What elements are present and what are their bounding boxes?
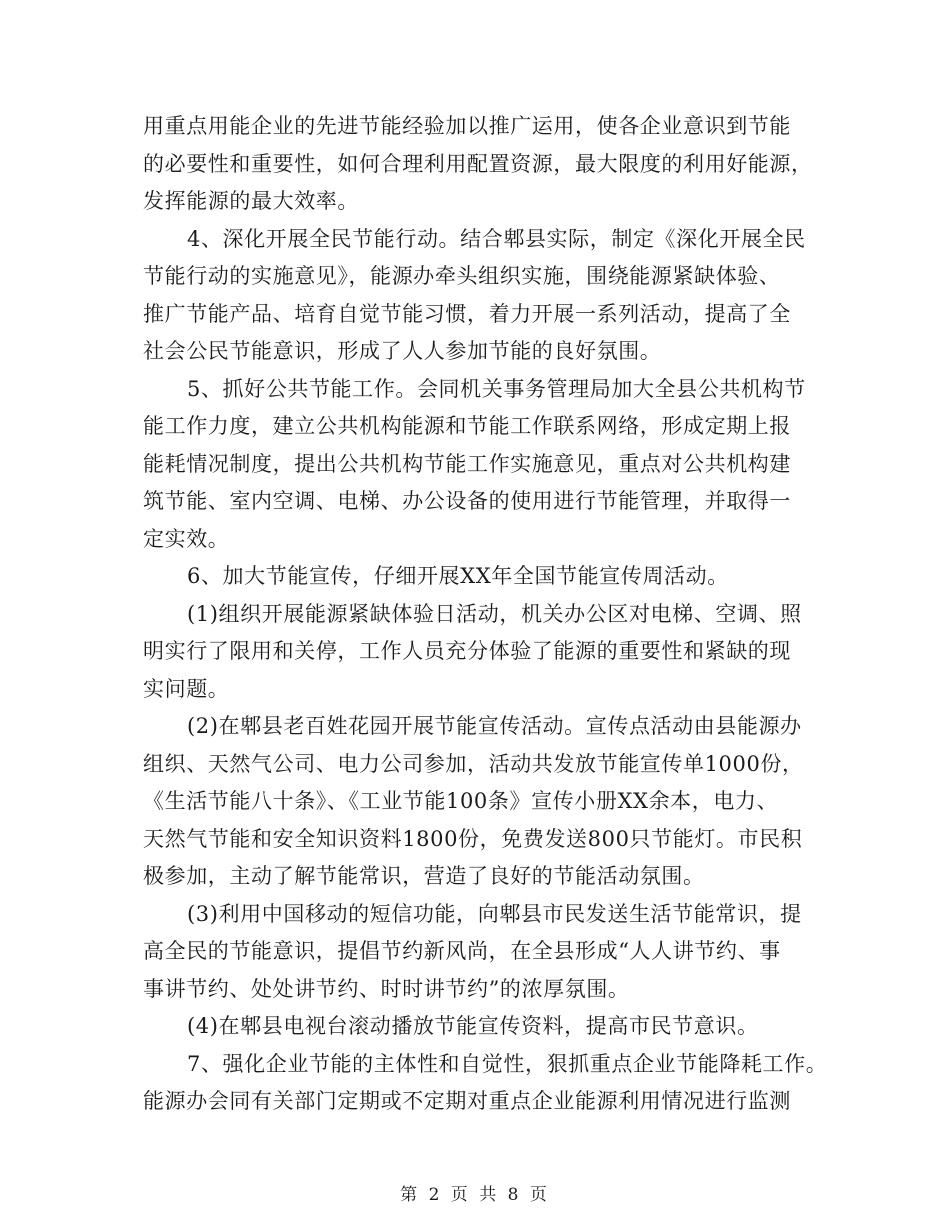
body-text-line: 能耗情况制度，提出公共机构节能工作实施意见，重点对公共机构建: [143, 452, 791, 476]
body-text-line: 筑节能、室内空调、电梯、办公设备的使用进行节能管理，并取得一: [143, 489, 791, 513]
body-text-line: 《生活节能八十条》、《工业节能100条》宣传小册XX余本，电力、: [143, 789, 779, 813]
body-text-line: 高全民的节能意识，提倡节约新风尚，在全县形成“人人讲节约、事: [143, 939, 781, 963]
body-text-line: (1)组织开展能源紧缺体验日活动，机关办公区对电梯、空调、照: [187, 602, 802, 626]
body-text-line: 实问题。: [143, 677, 230, 701]
body-text-line: 推广节能产品、培育自觉节能习惯，着力开展一系列活动，提高了全: [143, 302, 791, 326]
body-text-line: 节能行动的实施意见》，能源办牵头组织实施，围绕能源紧缺体验、: [143, 264, 781, 288]
body-text-line: 组织、天然气公司、电力公司参加，活动共发放节能宣传单1000份，: [143, 752, 804, 776]
body-text-line: 能工作力度，建立公共机构能源和节能工作联系网络，形成定期上报: [143, 414, 791, 438]
body-text-line: (3)利用中国移动的短信功能，向郫县市民发送生活节能常识，提: [187, 902, 802, 926]
body-text-line: 定实效。: [143, 527, 230, 551]
body-text-line: 的必要性和重要性，如何合理利用配置资源，最大限度的利用好能源，: [143, 152, 813, 176]
body-text-line: 5、抓好公共节能工作。会同机关事务管理局加大全县公共机构节: [187, 377, 806, 401]
body-text-line: 用重点用能企业的先进节能经验加以推广运用，使各企业意识到节能: [143, 114, 791, 138]
body-text-line: (2)在郫县老百姓花园开展节能宣传活动。宣传点活动由县能源办: [187, 714, 802, 738]
body-text-line: 明实行了限用和关停，工作人员充分体验了能源的重要性和紧缺的现: [143, 639, 791, 663]
body-text-line: 7、强化企业节能的主体性和自觉性，狠抓重点企业节能降耗工作。: [187, 1052, 828, 1076]
page-number-footer: 第 2 页 共 8 页: [400, 1185, 550, 1205]
body-text-line: (4)在郫县电视台滚动播放节能宣传资料，提高市民节意识。: [187, 1014, 759, 1038]
body-text-line: 4、深化开展全民节能行动。结合郫县实际，制定《深化开展全民: [187, 227, 806, 251]
body-text-line: 能源办会同有关部门定期或不定期对重点企业能源利用情况进行监测: [143, 1089, 791, 1113]
body-text-line: 天然气节能和安全知识资料1800份，免费发送800只节能灯。市民积: [143, 827, 803, 851]
body-text-line: 社会公民节能意识，形成了人人参加节能的良好氛围。: [143, 339, 662, 363]
body-text-line: 6、加大节能宣传，仔细开展XX年全国节能宣传周活动。: [187, 564, 729, 588]
body-text-line: 极参加，主动了解节能常识，营造了良好的节能活动氛围。: [143, 864, 705, 888]
body-text-line: 事讲节约、处处讲节约、时时讲节约”的浓厚氛围。: [143, 977, 630, 1001]
body-text-line: 发挥能源的最大效率。: [143, 189, 359, 213]
